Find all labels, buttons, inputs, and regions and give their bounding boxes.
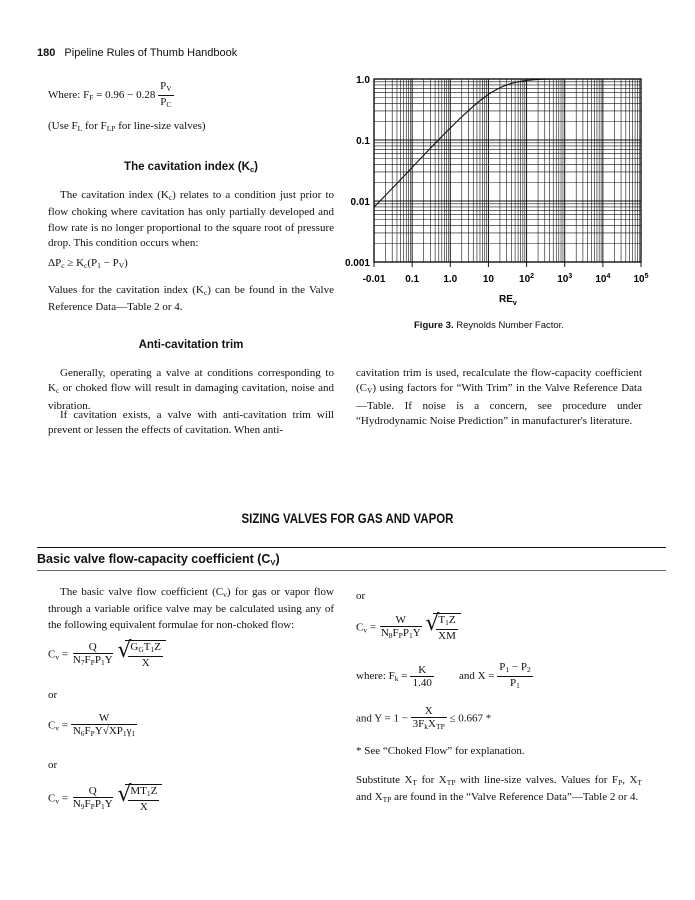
subheading-rule	[37, 570, 666, 571]
fp-equation: Where: $F_F = 0.96 - 0.28$ $\frac{P_V}{P_C}$	[48, 80, 172, 109]
running-header	[37, 47, 237, 59]
book-title: Pipeline Rules of Thumb Handbook	[64, 47, 238, 59]
sqrt-symbol: √ $G_GT_1Z$ X	[117, 640, 166, 670]
y-definition: and Y = 1 − $\frac{X}{3F_kX_{TP}}$ ≤ 0.667 *	[356, 705, 492, 731]
x-tick-label: $10^5$	[633, 273, 649, 285]
x-tick-label: $10^2$	[519, 273, 535, 285]
if-cavitation-paragraph: If cavitation exists, a valve with anti-cavitation trim will prevent or lessen the effects of cavitation. When anti-	[48, 409, 334, 437]
anti-cavitation-paragraph: Generally, operating a valve at conditions corresponding to $K_c$ or choked flow will result in damaging cavitation, noise and vibration.	[48, 367, 334, 412]
y-tick-label: 0.01	[350, 197, 370, 208]
cavitation-inequality: $\Delta P_c \ge K_c(P_1 - P_V)$	[48, 257, 128, 270]
cavitation-trim-continuation: cavitation trim is used, recalculate the flow-capacity coefficient $(C_V)$ using factors for “With Trim” in the Valve Reference Data—Table. If noise is a concern, see procedure under “Hydrodynamic Noise Prediction” in manufacturer's literature.	[356, 367, 642, 428]
footnote: * See “Choked Flow” for explanation.	[356, 745, 525, 757]
sqrt-symbol: √	[102, 725, 109, 737]
equation-3: $C_v$ = $\frac{Q}{N_9F_PP_1Y}$ √ $\frac{MT_1Z}{X}$	[48, 784, 162, 814]
y-tick-label: 0.001	[345, 258, 370, 269]
chart-x-ticks	[363, 262, 649, 285]
x-tick-label: $10^4$	[595, 273, 611, 285]
or-1: or	[48, 689, 58, 701]
anti-cavitation-heading: Anti-cavitation trim	[138, 339, 244, 351]
equation-2: $C_v$ = $\frac{W}{N_6F_PY√XP_1\gamma_1}$	[48, 712, 136, 738]
chart-y-ticks	[345, 75, 370, 269]
values-paragraph: Values for the cavitation index $(K_c)$ can be found in the Valve Reference Data—Table 2 or 4.	[48, 284, 334, 314]
section-title: SIZING VALVES FOR GAS AND VAPOR	[241, 510, 454, 526]
sqrt-symbol: √ $\frac{MT_1Z}{X}$	[117, 784, 162, 814]
or-2: or	[48, 759, 58, 771]
figure-caption: Figure 3. Reynolds Number Factor.	[414, 320, 564, 331]
x-tick-label: 10	[482, 274, 494, 285]
subheading: Basic valve flow-capacity coefficient $(C_V)$	[37, 552, 280, 567]
chart-x-axis-label: $RE_v$	[499, 294, 517, 307]
x-tick-label: -0.01	[362, 274, 386, 285]
x-tick-label: 0.1	[405, 274, 420, 285]
pv-over-pc: $\frac{P_V}{P_C}$	[160, 80, 172, 109]
gas-intro-paragraph: The basic valve flow coefficient $(C_v)$ for gas or vapor flow through a variable orifice valve may be calculated using any of the following equivalent formulae for non-choked flow:	[48, 586, 335, 631]
sqrt-symbol: √ $\frac{T_1Z}{XM}$	[425, 613, 460, 643]
x-tick-label: $10^3$	[557, 273, 573, 285]
use-note: (Use $F_L$ for $F_{LP}$ for line-size valves)	[48, 120, 206, 133]
substitute-paragraph: Substitute $X_T$ for $X_{TP}$ with line-size valves. Values for $F_P$, $X_T$ and $X_{TP}$ are found in the “Valve Reference Data”—Table 2 or 4.	[356, 774, 642, 805]
x-tick-label: 1.0	[443, 274, 458, 285]
fk-and-x-definitions: where: $F_k$ = $\frac{K}{1.40}$ and X = $\frac{P_1 - P_2}{P_1}$	[356, 661, 531, 690]
cavitation-index-heading: The cavitation index $(K_c)$	[124, 161, 258, 174]
cavitation-index-paragraph: The cavitation index $(K_c)$ relates to a condition just prior to flow choking where cavitation has only partially developed and flow rate is no longer proportional to the square root of pressure drop. This condition occurs when:	[48, 189, 334, 250]
section-rule	[37, 547, 666, 548]
y-tick-label: 1.0	[356, 75, 370, 86]
y-tick-label: 0.1	[356, 136, 370, 147]
chart-grid	[374, 79, 641, 262]
equation-1: $C_v$ = $\frac{Q}{N_7F_PP_1Y}$ √ $G_GT_1Z$ X	[48, 640, 166, 670]
page-number: 180	[37, 47, 56, 59]
equation-4: $C_v$ = $\frac{W}{N_8F_PP_1Y}$ √ $\frac{T_1Z}{XM}$	[356, 613, 461, 643]
or-3: or	[356, 590, 366, 602]
reynolds-factor-chart	[345, 70, 665, 315]
